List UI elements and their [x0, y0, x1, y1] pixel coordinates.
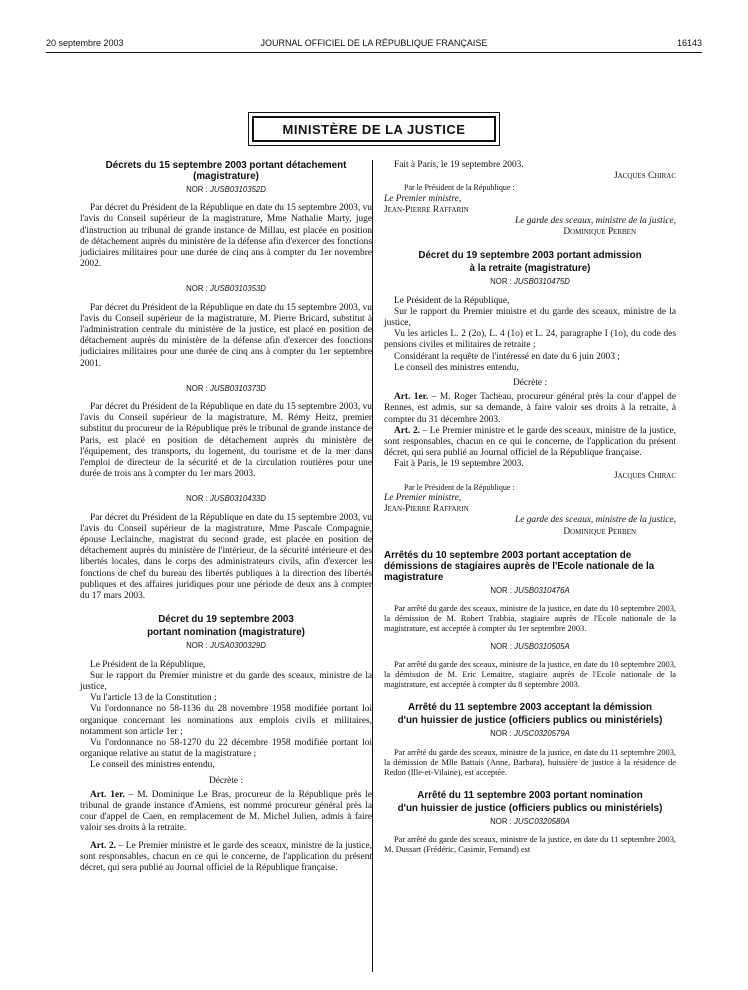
- decree-3-line-5: Le conseil des ministres entendu,: [394, 362, 519, 373]
- decree-1-paragraph-3: Par décret du Président de la République en date du 15 septembre 2003, vu l'avis du Conseil supérieur de la magistrature, M. Rémy Heitz, premier substitut du procureur de la République près le tribunal de grande instance de Paris, est placé en position de détachement auprès du ministère de l'équipement, des transports, du logement, du tourisme et de la mer dans l'emploi de directeur de la sécurité et de la circulation routières pour une durée de trois ans à compter du 1er mars 2003.: [80, 402, 372, 480]
- decree-2-line-1: Le Président de la République,: [90, 659, 206, 670]
- decree-2-title-line-2: portant nomination (magistrature): [147, 627, 305, 639]
- signature-perben-2: Dominique Perben: [563, 526, 636, 537]
- arrete-3-title-line-2: d'un huissier de justice (officiers publics ou ministériels): [397, 802, 663, 814]
- decree-2-decrete: Décrète :: [208, 775, 244, 786]
- signature-fait: Fait à Paris, le 19 septembre 2003.: [394, 160, 524, 170]
- decree-2-line-5: Vu l'ordonnance no 58-1270 du 22 décembre 1958 modifiée portant loi organique relative au statut de la magistrature ;: [80, 737, 372, 760]
- header-page-number: 16143: [676, 38, 702, 48]
- signature-raffarin-2: Jean-Pierre Raffarin: [384, 504, 469, 515]
- header-rule: [46, 52, 702, 53]
- decree-2-line-3: Vu l'article 13 de la Constitution ;: [90, 693, 217, 704]
- decree-3-article-1: Art. 1er. – M. Roger Tacheau, procureur général près la cour d'appel de Rennes, est admis, sur sa demande, à faire valoir ses droits à la retraite, à compter du 31 décembre 2003.: [384, 392, 677, 425]
- decree-1-paragraph-4: Par décret du Président de la République en date du 15 septembre 2003, vu l'avis du Conseil supérieur de la magistrature, Mme Pascale Compagnie, épouse Leclainche, magistrat du second grade, est placée en position de détachement auprès du ministère de l'intérieur, de la sécurité intérieure et des libertés locales, dans le corps des administrateurs civils, afin d'exercer les fonctions de chef du bureau des libertés publiques à la direction des libertés publiques et des affaires juridiques pour une période de deux ans à compter du 17 mars 2003.: [80, 512, 372, 602]
- decree-3-line-1: Le Président de la République,: [394, 295, 510, 306]
- arrete-2-nor: NOR : JUSC0320579A: [490, 729, 570, 739]
- signature-fait-2: Fait à Paris, le 19 septembre 2003.: [394, 459, 524, 470]
- column-divider: [372, 160, 373, 972]
- arrete-2-paragraph-1: Par arrêté du garde des sceaux, ministre de la justice, en date du 11 septembre 2003, la démission de Mlle Battais (Anne, Barbara), huissière de justice à la résidence de Redon (Ille-et-Vilaine), est acceptée.: [384, 747, 676, 777]
- signature-chirac-2: Jacques Chirac: [613, 470, 676, 481]
- signature-garde-sceaux-2: Le garde des sceaux, ministre de la justice,: [515, 515, 676, 526]
- decree-2-article-2: Art. 2. – Le Premier ministre et le garde des sceaux, ministre de la justice, sont responsables, chacun en ce qui le concerne, de l'application du présent décret, qui sera publié au Journal officiel de la République française.: [80, 840, 372, 873]
- signature-garde-sceaux: Le garde des sceaux, ministre de la justice,: [515, 216, 676, 227]
- decree-2-title-line-1: Décret du 19 septembre 2003: [158, 614, 294, 626]
- signature-chirac: Jacques Chirac: [613, 171, 676, 182]
- signature-par-president: Par le Président de la République :: [404, 183, 515, 193]
- decree-1-paragraph-2: Par décret du Président de la République en date du 15 septembre 2003, vu l'avis du Conseil supérieur de la magistrature, M. Pierre Bricard, substitut à l'administration centrale du ministère de la justice, est placé en position de détachement auprès du ministère de la défense afin d'exercer des fonctions judiciaires militaires pour une durée de cinq ans à compter du 1er septembre 2001.: [80, 302, 372, 369]
- signature-par-president-2: Par le Président de la République :: [404, 482, 515, 492]
- decree-1-title: Décrets du 15 septembre 2003 portant détachement (magistrature): [105, 160, 347, 182]
- decree-3-decrete: Décrète :: [512, 378, 548, 389]
- arrete-3-title-line-1: Arrêté du 11 septembre 2003 portant nomination: [417, 789, 643, 801]
- arrete-2-title-line-2: d'un huissier de justice (officiers publics ou ministériels): [397, 715, 663, 727]
- decree-2-line-4: Vu l'ordonnance no 58-1136 du 28 novembre 1958 modifiée portant loi organique concernant les nominations aux emplois civils et militaires, notamment son article 1er ;: [80, 704, 372, 737]
- decree-1-nor: NOR : JUSB0310352D: [186, 185, 266, 194]
- left-column: [80, 160, 372, 874]
- decree-2-nor: NOR : JUSA0300329D: [186, 641, 266, 651]
- decree-3-line-3: Vu les articles L. 2 (2o), L. 4 (1o) et L. 24, paragraphe I (1o), du code des pensions civiles et militaires de retraite ;: [384, 329, 676, 351]
- signature-premier-ministre-2: Le Premier ministre,: [384, 493, 462, 504]
- arrete-1-title: Arrêtés du 10 septembre 2003 portant acceptation de démissions de stagiaires auprès de l'Ecole nationale de la magistrature: [384, 549, 655, 583]
- decree-2-article-1: Art. 1er. – M. Dominique Le Bras, procureur de la République près le tribunal de grande instance d'Amiens, est nommé procureur général près la cour d'appel de Caen, en remplacement de M. Michel Julien, admis à faire valoir ses droits à la retraite.: [80, 789, 373, 834]
- arrete-2-title-line-1: Arrêté du 11 septembre 2003 acceptant la démission: [408, 702, 652, 714]
- decree-3-article-2: Art. 2. – Le Premier ministre et le garde des sceaux, ministre de la justice, sont responsables, chacun en ce qui le concerne, de l'application du présent décret, qui sera publié au Journal officiel de la République française.: [384, 425, 676, 459]
- ministry-title: MINISTÈRE DE LA JUSTICE: [252, 116, 496, 142]
- arrete-3-nor: NOR : JUSC0320580A: [490, 816, 570, 826]
- decree-3-title-line-2: à la retraite (magistrature): [469, 263, 591, 275]
- decree-3-line-2: Sur le rapport du Premier ministre et du garde des sceaux, ministre de la justice,: [384, 306, 676, 329]
- decree-1-nor-2: NOR : JUSB0310353D: [186, 284, 266, 294]
- header-journal-title: JOURNAL OFFICIEL DE LA RÉPUBLIQUE FRANÇAISE: [260, 38, 488, 48]
- arrete-1-nor-2: NOR : JUSB0310505A: [490, 642, 570, 652]
- decree-1-paragraph-1: Par décret du Président de la République en date du 15 septembre 2003, vu l'avis du Conseil supérieur de la magistrature, Mme Nathalie Marty, juge d'instruction au tribunal de grande instance de Millau, est placée en position de détachement auprès du ministère de la défense afin d'exercer des fonctions judiciaires militaires pour une durée de cinq ans à compter du 1er novembre 2002.: [80, 203, 372, 270]
- decree-1-nor-3: NOR : JUSB0310373D: [186, 383, 266, 393]
- right-column: [384, 160, 676, 855]
- signature-raffarin: Jean-Pierre Raffarin: [384, 204, 469, 215]
- signature-perben: Dominique Perben: [563, 227, 636, 238]
- decree-3-nor: NOR : JUSB0310475D: [490, 277, 570, 287]
- decree-1-nor-4: NOR : JUSB0310433D: [186, 494, 266, 504]
- arrete-1-paragraph-1: Par arrêté du garde des sceaux, ministre de la justice, en date du 10 septembre 2003, la démission de M. Robert Trabbia, stagiaire auprès de l'Ecole nationale de la magistrature, est acceptée à compter du 1er septembre 2003.: [384, 604, 676, 634]
- signature-premier-ministre: Le Premier ministre,: [384, 193, 462, 204]
- decree-2-line-6: Le conseil des ministres entendu,: [90, 760, 215, 771]
- arrete-1-nor: NOR : JUSB0310476A: [490, 585, 570, 595]
- header-date: 20 septembre 2003: [46, 38, 124, 48]
- decree-2-line-2: Sur le rapport du Premier ministre et du garde des sceaux, ministre de la justice,: [80, 670, 372, 692]
- decree-3-line-4: Considérant la requête de l'intéressé en date du 6 juin 2003 ;: [394, 351, 620, 362]
- arrete-1-paragraph-2: Par arrêté du garde des sceaux, ministre de la justice, en date du 10 septembre 2003, la démission de M. Eric Lemaitre, stagiaire auprès de l'Ecole nationale de la magistrature, est acceptée à compter du 8 septembre 2003.: [384, 660, 676, 690]
- arrete-3-paragraph-1: Par arrêté du garde des sceaux, ministre de la justice, en date du 11 septembre 2003, M. Dussart (Frédéric, Casimir, Fernand) est: [384, 834, 676, 854]
- decree-3-title-line-1: Décret du 19 septembre 2003 portant admission: [418, 250, 642, 262]
- ministry-box: [248, 112, 500, 146]
